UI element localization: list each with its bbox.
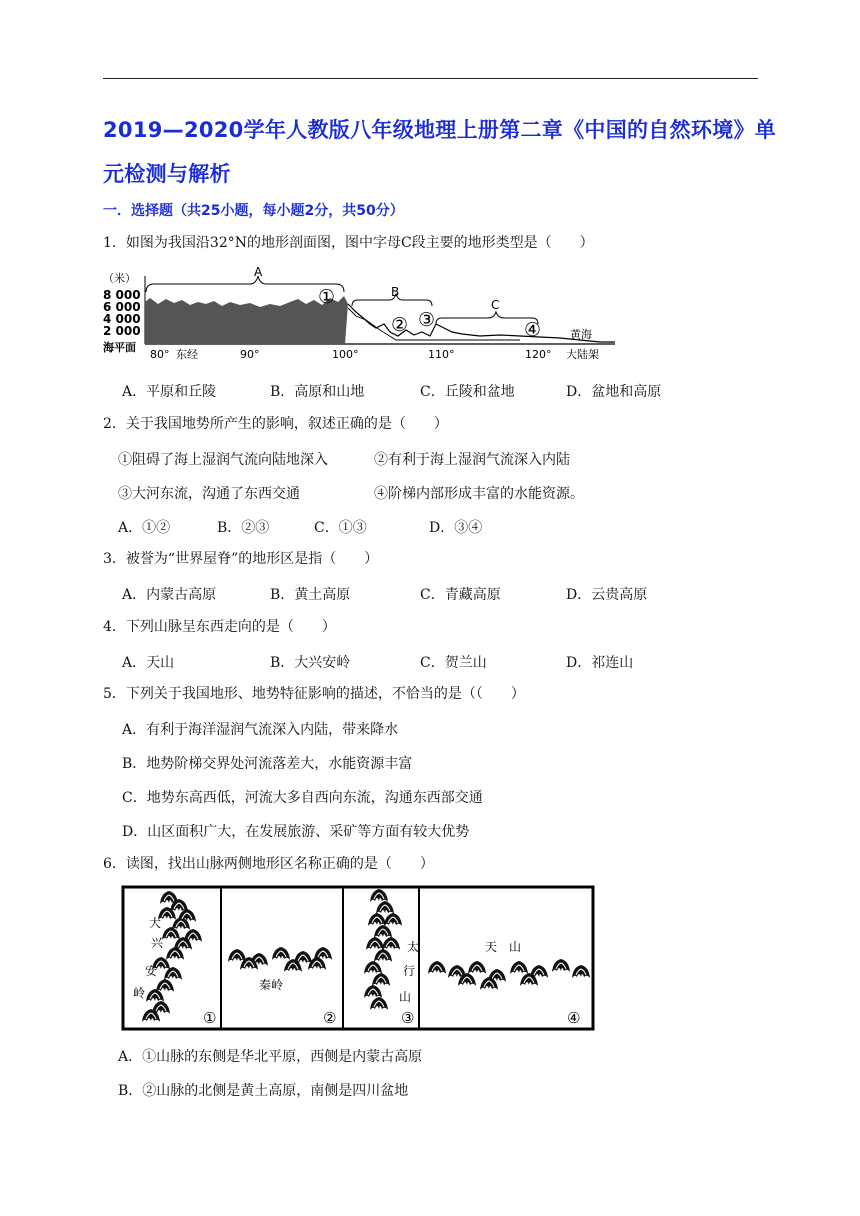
marker-1: ① [318, 286, 336, 308]
q4-option-b: B．大兴安岭 [270, 655, 351, 671]
profile-xtick: 80° [150, 348, 170, 361]
panel1-label-char: 安 [145, 964, 158, 978]
q1-option-a: A．平原和丘陵 [122, 384, 217, 400]
segment-c-label: C [491, 298, 500, 312]
question-3-stem: 3．被誉为“世界屋脊”的地形区是指（ ） [103, 551, 379, 567]
profile-ytick: 海平面 [103, 341, 136, 354]
q3-option-c: C．青藏高原 [420, 587, 501, 603]
segment-b-label: B [391, 285, 400, 299]
label-yellow-sea: 黄海 [570, 328, 592, 341]
q3-option-a: A．内蒙古高原 [122, 587, 217, 603]
panel4-number: ④ [567, 1009, 581, 1027]
terrain-profile-figure [100, 262, 620, 364]
q3-option-b: B．黄土高原 [270, 587, 351, 603]
q2-option-b: B．②③ [217, 520, 270, 536]
header-rule [103, 78, 758, 79]
profile-ytick: 6 000 [103, 300, 141, 314]
panel3-label-char: 山 [399, 990, 412, 1004]
profile-ytick: 4 000 [103, 312, 141, 326]
q6-option-b: B．②山脉的北侧是黄土高原，南侧是四川盆地 [118, 1083, 409, 1099]
q2-statement-2: ②有利于海上湿润气流深入内陆 [374, 452, 570, 468]
q4-option-d: D．祁连山 [566, 655, 634, 671]
panel1-number: ① [203, 1009, 217, 1027]
panel3-label-char: 行 [403, 964, 416, 978]
doc-title-line1: 2019—2020学年人教版八年级地理上册第二章《中国的自然环境》单 [103, 118, 777, 142]
q2-option-a: A．①② [118, 520, 171, 536]
panel2-number: ② [323, 1009, 337, 1027]
section-heading: 一．选择题（共25小题，每小题2分，共50分） [103, 203, 404, 219]
profile-ytick: 2 000 [103, 324, 141, 338]
panel4-label: 天 山 [485, 940, 522, 954]
q2-statement-3: ③大河东流，沟通了东西交通 [118, 486, 300, 502]
panel2-label: 秦岭 [259, 978, 284, 992]
q1-option-c: C．丘陵和盆地 [420, 384, 515, 400]
doc-title-line2: 元检测与解析 [103, 162, 231, 186]
profile-unit: （米） [103, 272, 136, 285]
q1-option-d: D．盆地和高原 [566, 384, 662, 400]
profile-ytick: 8 000 [103, 288, 141, 302]
q6-option-a: A．①山脉的东侧是华北平原，西侧是内蒙古高原 [118, 1049, 423, 1065]
profile-xtick: 东经 [176, 348, 198, 361]
marker-2: ② [391, 314, 409, 336]
profile-xtick: 100° [332, 348, 359, 361]
q2-option-d: D．③④ [429, 520, 483, 536]
q5-option-c: C．地势东高西低，河流大多自西向东流，沟通东西部交通 [122, 790, 483, 806]
panel3-label-char: 太 [407, 940, 420, 954]
panel1-label-char: 岭 [133, 986, 146, 1000]
q4-option-a: A．天山 [122, 655, 175, 671]
question-6-stem: 6．读图，找出山脉两侧地形区名称正确的是（ ） [103, 856, 434, 872]
q2-statement-4: ④阶梯内部形成丰富的水能资源。 [374, 486, 584, 502]
profile-xtick: 90° [240, 348, 260, 361]
panel3-number: ③ [401, 1009, 415, 1027]
profile-xtick: 110° [428, 348, 455, 361]
q3-option-d: D．云贵高原 [566, 587, 648, 603]
q1-option-b: B．高原和山地 [270, 384, 365, 400]
q4-option-c: C．贺兰山 [420, 655, 487, 671]
panel1-label-char: 兴 [151, 936, 164, 950]
q5-option-d: D．山区面积广大，在发展旅游、采矿等方面有较大优势 [122, 824, 470, 840]
marker-3: ③ [418, 309, 436, 331]
q2-option-c: C．①③ [314, 520, 367, 536]
panel1-label-char: 大 [149, 916, 162, 930]
q5-option-b: B．地势阶梯交界处河流落差大，水能资源丰富 [122, 756, 413, 772]
marker-4: ④ [524, 319, 542, 341]
question-1-stem: 1．如图为我国沿32°N的地形剖面图，图中字母C段主要的地形类型是（ ） [103, 235, 594, 251]
label-continental-shelf: 大陆架 [566, 348, 599, 361]
segment-a-label: A [254, 265, 263, 279]
question-5-stem: 5．下列关于我国地形、地势特征影响的描述，不恰当的是（（ ） [103, 686, 525, 702]
q5-option-a: A．有利于海洋湿润气流深入内陆，带来降水 [122, 722, 399, 738]
profile-xtick: 120° [525, 348, 552, 361]
q2-statement-1: ①阻碍了海上湿润气流向陆地深入 [118, 452, 328, 468]
question-4-stem: 4．下列山脉呈东西走向的是（ ） [103, 619, 336, 635]
question-2-stem: 2．关于我国地势所产生的影响，叙述正确的是（ ） [103, 416, 448, 432]
mountain-ranges-figure [121, 885, 595, 1031]
